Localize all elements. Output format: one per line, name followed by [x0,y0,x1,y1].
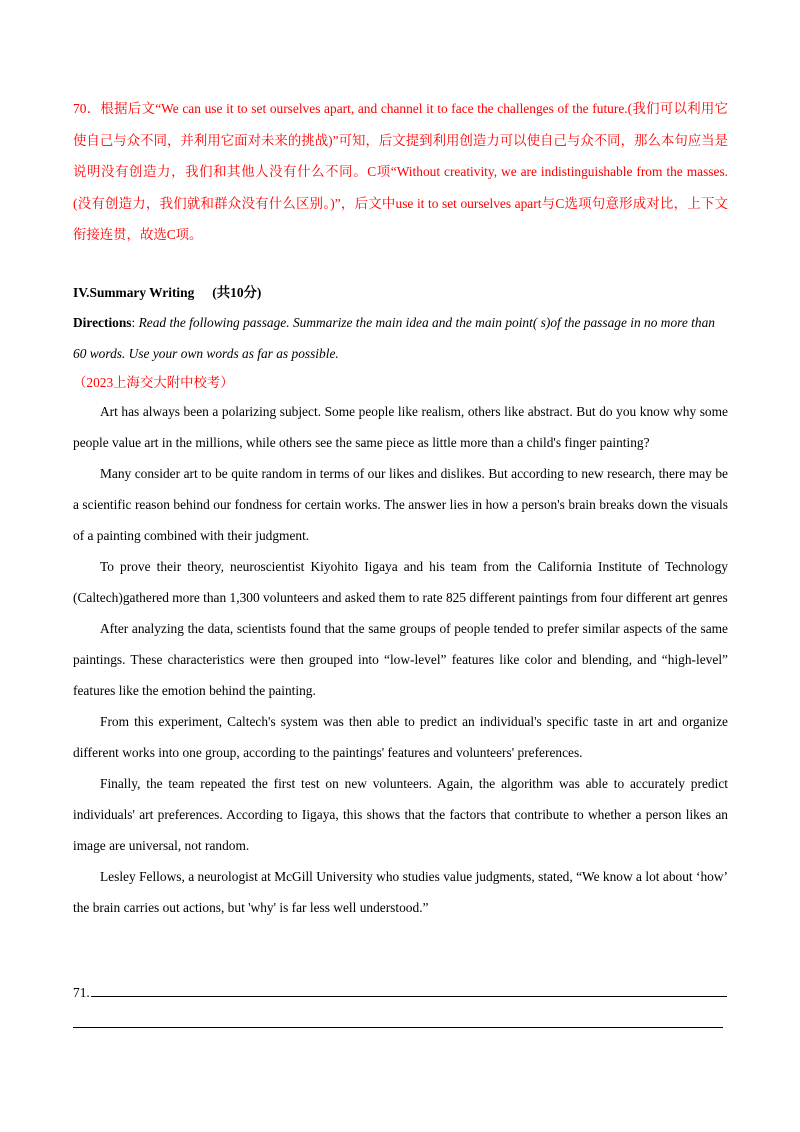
answer-explanation-70 [73,93,728,251]
passage-source: （2023上海交大附中校考） [73,375,234,390]
passage-paragraph: Lesley Fellows, a neurologist at McGill University who studies value judgments, stated, “We know a lot about ‘how’ the brain carries out actions, but 'why' is far less well understood.” [73,869,728,915]
passage-paragraph: After analyzing the data, scientists found that the same groups of people tended to prefer similar aspects of the same paintings. These characteristics were then grouped into “low-level” features like color and blending, and “high-level” features like the emotion behind the painting. [73,621,728,698]
explanation-text: 根据后文“We can use it to set ourselves apart, and channel it to face the challenges of the future.(我们可以利用它使自己与众不同，并利用它面对未来的挑战)”可知，后文提到利用创造力可以使自己与众不同，那么本句应当是说明没有创造力，我们和其他人没有什么不同。C项“Without creativity, we are indistinguishable from the masses. (没有创造力，我们就和群众没有什么区别。)”，后文中use it to set ourselves apart与C选项句意形成对比，上下文衔接连贯，故选C项。 [73,101,729,242]
passage-paragraph: Finally, the team repeated the first test on new volunteers. Again, the algorithm was able to accurately predict individuals' art preferences. According to Iigaya, this shows that the factors that contribute to whether a person likes an image are universal, not random. [73,776,728,853]
section-points: (共10分) [212,285,262,300]
directions-label: Directions [73,315,132,330]
section-heading [73,279,728,307]
answer-question-number: 71. [73,985,90,1000]
reading-passage [73,396,728,923]
directions-separator: : [131,315,139,330]
passage-paragraph: Many consider art to be quite random in terms of our likes and dislikes. But according to new research, there may be a scientific reason behind our fondness for certain works. The answer lies in how a person's brain breaks down the visuals of a painting combined with their judgment. [73,466,728,543]
section-title: IV.Summary Writing [73,285,195,300]
passage-paragraph: To prove their theory, neuroscientist Kiyohito Iigaya and his team from the California Institute of Technology (Caltech)gathered more than 1,300 volunteers and asked them to rate 825 different paintings from four different art genres [73,559,728,605]
directions [73,307,728,369]
explanation-question-number: 70． [73,101,101,116]
directions-text: Read the following passage. Summarize the main idea and the main point( s)of the passage in no more than 60 words. Use your own words as far as possible. [73,315,715,361]
passage-paragraph: Art has always been a polarizing subject. Some people like realism, others like abstract. But do you know why some people value art in the millions, while others see the same piece as little more than a child's finger painting? [73,404,728,450]
answer-line [91,996,727,997]
answer-area [73,979,728,1007]
passage-paragraph: From this experiment, Caltech's system was then able to predict an individual's specific taste in art and organize different works into one group, according to the paintings' features and volunteers' preferences. [73,714,728,760]
answer-line [73,1027,723,1028]
